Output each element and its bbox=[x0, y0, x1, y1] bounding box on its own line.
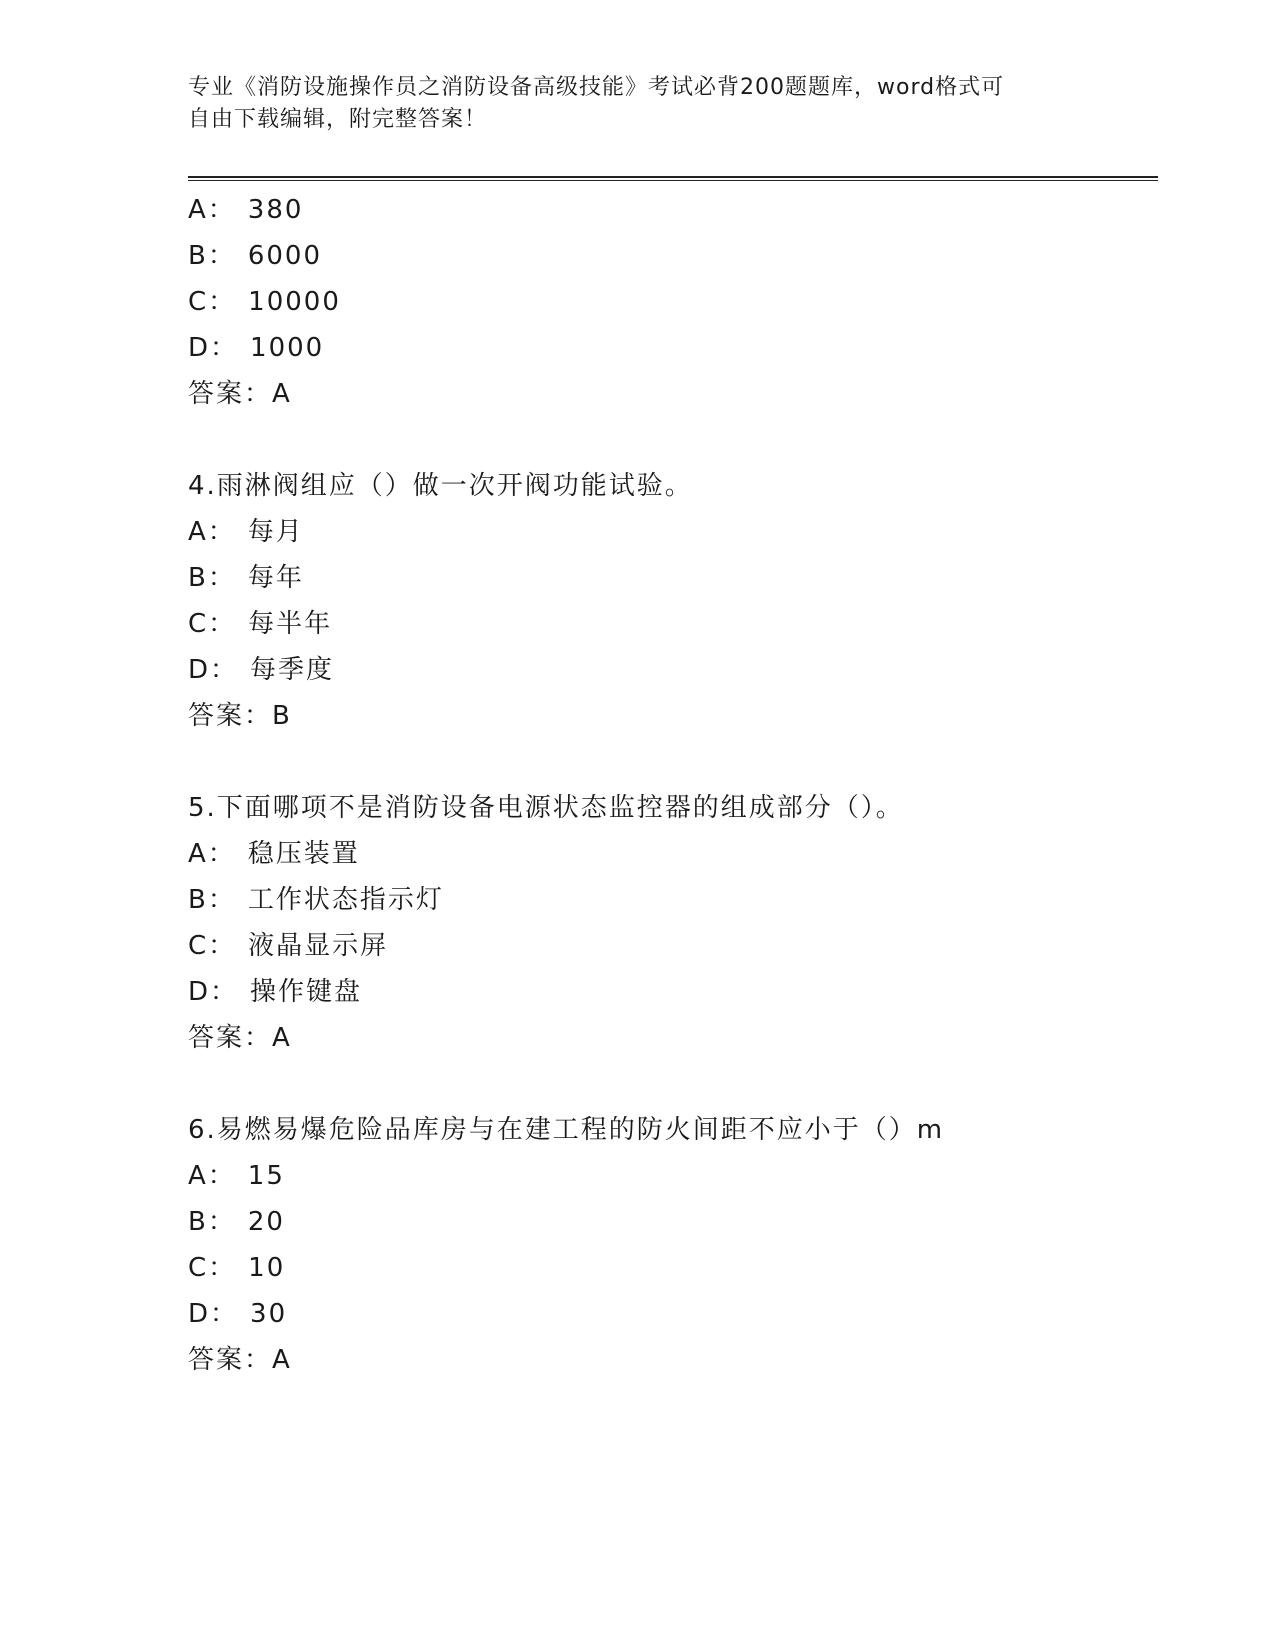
q6-option-c: C： 10 bbox=[188, 1253, 286, 1283]
q5-answer: 答案：A bbox=[188, 1023, 292, 1053]
q4-option-c: C： 每半年 bbox=[188, 609, 333, 639]
q3-option-a: A： 380 bbox=[188, 195, 304, 225]
q6-answer: 答案：A bbox=[188, 1345, 292, 1375]
q4-option-d: D： 每季度 bbox=[188, 655, 335, 685]
q3-answer: 答案：A bbox=[188, 379, 292, 409]
q3-option-d: D： 1000 bbox=[188, 333, 325, 363]
q6-option-d: D： 30 bbox=[188, 1299, 288, 1329]
q4-option-b: B： 每年 bbox=[188, 563, 304, 593]
q5-question: 5.下面哪项不是消防设备电源状态监控器的组成部分（）。 bbox=[188, 793, 904, 823]
q5-option-a: A： 稳压装置 bbox=[188, 839, 360, 869]
q5-option-b: B： 工作状态指示灯 bbox=[188, 885, 444, 915]
q3-option-c: C： 10000 bbox=[188, 287, 341, 317]
document-header bbox=[188, 72, 1068, 136]
q5-option-d: D： 操作键盘 bbox=[188, 977, 363, 1007]
q4-option-a: A： 每月 bbox=[188, 517, 304, 547]
q6-question: 6.易燃易爆危险品库房与在建工程的防火间距不应小于（）m bbox=[188, 1115, 945, 1145]
header-line-1: 专业《消防设施操作员之消防设备高级技能》考试必背200题题库，word格式可 bbox=[188, 75, 1005, 100]
header-line-2: 自由下载编辑，附完整答案！ bbox=[188, 107, 488, 132]
q6-option-b: B： 20 bbox=[188, 1207, 285, 1237]
q3-option-b: B： 6000 bbox=[188, 241, 323, 271]
header-divider bbox=[188, 176, 1158, 181]
q4-question: 4.雨淋阀组应（）做一次开阀功能试验。 bbox=[188, 471, 693, 501]
q4-answer: 答案：B bbox=[188, 701, 292, 731]
q6-option-a: A： 15 bbox=[188, 1161, 285, 1191]
q5-option-c: C： 液晶显示屏 bbox=[188, 931, 389, 961]
